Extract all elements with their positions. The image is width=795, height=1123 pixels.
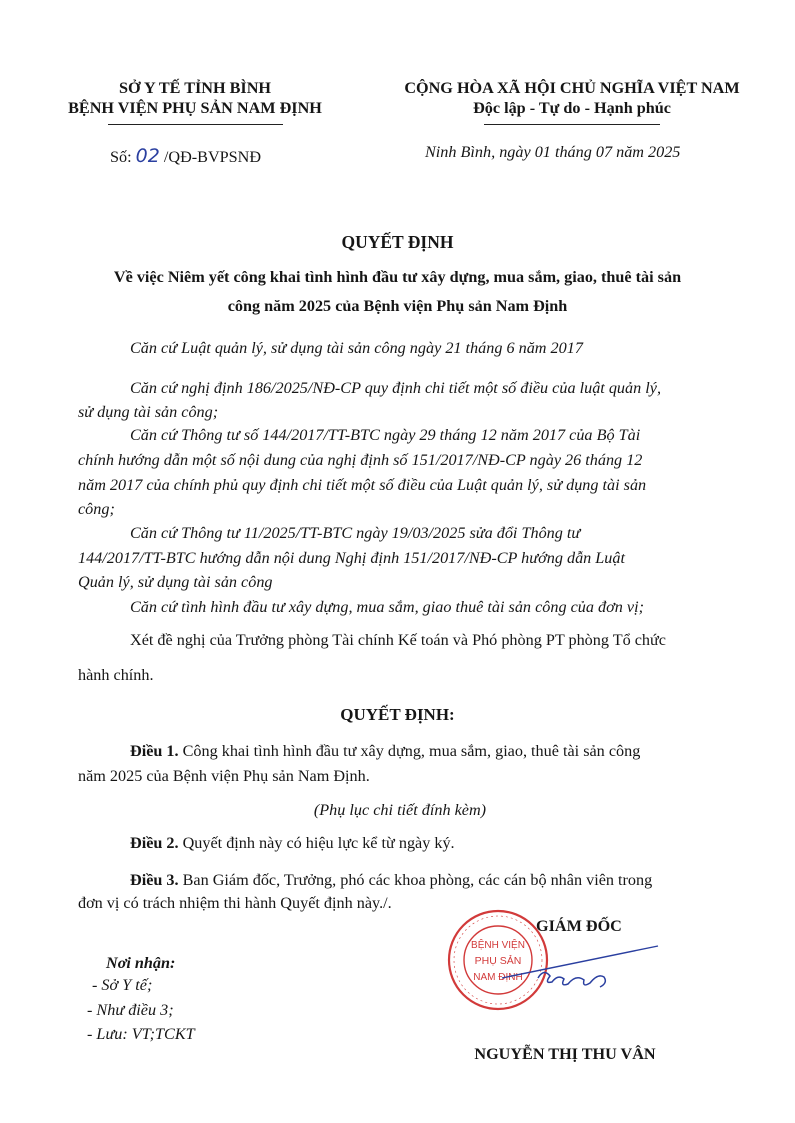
proposal-line2: hành chính. <box>78 666 154 684</box>
article-3-line2: đơn vị có trách nhiệm thi hành Quyết định này./. <box>78 894 392 912</box>
basis-line: chính hướng dẫn một số nội dung của nghị định số 151/2017/NĐ-CP ngày 26 tháng 12 <box>78 451 643 469</box>
article-1-label: Điều 1. <box>130 742 179 760</box>
number-prefix: Số: <box>110 148 136 166</box>
article-3-label: Điều 3. <box>130 871 179 889</box>
subject-line2: công năm 2025 của Bệnh viện Phụ sản Nam Định <box>227 297 568 315</box>
basis-line: sử dụng tài sản công; <box>78 403 219 421</box>
article-1-text: Công khai tình hình đầu tư xây dựng, mua sắm, giao, thuê tài sản công <box>178 742 641 760</box>
article-3 <box>130 871 652 890</box>
article-3-text: Ban Giám đốc, Trưởng, phó các khoa phòng, các cán bộ nhân viên trong <box>178 871 653 889</box>
article-1-line2: năm 2025 của Bệnh viện Phụ sản Nam Định. <box>78 767 370 785</box>
handwritten-signature-icon <box>500 938 660 998</box>
nation-line1: CỘNG HÒA XÃ HỘI CHỦ NGHĨA VIỆT NAM <box>404 79 740 97</box>
article-2-label: Điều 2. <box>130 834 179 852</box>
agency-line1: SỞ Y TẾ TỈNH BÌNH <box>118 79 272 97</box>
basis-line: 144/2017/TT-BTC hướng dẫn nội dung Nghị định 151/2017/NĐ-CP hướng dẫn Luật <box>78 549 625 567</box>
recipients-title: Nơi nhận: <box>106 954 176 972</box>
article-2-text: Quyết định này có hiệu lực kể từ ngày ký. <box>178 834 455 852</box>
nation-line2: Độc lập - Tự do - Hạnh phúc <box>473 99 671 117</box>
basis-line: năm 2017 của chính phủ quy định chi tiết một số điều của Luật quản lý, sử dụng tài sản <box>78 476 647 494</box>
signer-position: GIÁM ĐỐC <box>536 917 622 935</box>
place-date: Ninh Bình, ngày 01 tháng 07 năm 2025 <box>425 143 681 161</box>
seal-text-line3: NAM ĐỊNH <box>473 972 523 983</box>
document-number <box>110 145 261 167</box>
agency-underline <box>108 124 283 125</box>
motto-underline <box>484 124 660 125</box>
basis-line: công; <box>78 500 115 518</box>
basis-line: Căn cứ Thông tư số 144/2017/TT-BTC ngày 29 tháng 12 năm 2017 của Bộ Tài <box>130 426 641 444</box>
handwritten-number: 02 <box>135 145 160 167</box>
recipient-item: - Như điều 3; <box>87 1001 174 1019</box>
basis-line: Căn cứ nghị định 186/2025/NĐ-CP quy định chi tiết một số điều của luật quản lý, <box>130 379 661 397</box>
basis-line: Căn cứ Luật quản lý, sử dụng tài sản công ngày 21 tháng 6 năm 2017 <box>130 339 583 357</box>
recipient-item: - Lưu: VT;TCKT <box>87 1025 195 1043</box>
basis-line: Căn cứ Thông tư 11/2025/TT-BTC ngày 19/03/2025 sửa đổi Thông tư <box>130 524 581 542</box>
number-suffix: /QĐ-BVPSNĐ <box>159 148 262 166</box>
doc-title: QUYẾT ĐỊNH <box>341 232 454 252</box>
article-1-note: (Phụ lục chi tiết đính kèm) <box>313 801 487 819</box>
proposal-line1: Xét đề nghị của Trưởng phòng Tài chính Kế toán và Phó phòng PT phòng Tổ chức <box>130 631 666 649</box>
recipient-item: - Sở Y tế; <box>92 976 153 994</box>
seal-text-line2: PHỤ SẢN <box>474 955 522 967</box>
basis-line: Quản lý, sử dụng tài sản công <box>78 573 273 591</box>
seal-text-line1: BỆNH VIỆN <box>471 940 525 951</box>
signer-name: NGUYỄN THỊ THU VÂN <box>474 1045 656 1063</box>
agency-line2: BỆNH VIỆN PHỤ SẢN NAM ĐỊNH <box>68 99 322 117</box>
article-1 <box>130 742 640 761</box>
subject-line1: Về việc Niêm yết công khai tình hình đầu tư xây dựng, mua sắm, giao, thuê tài sản <box>113 268 682 286</box>
article-2 <box>130 834 455 853</box>
decides-heading: QUYẾT ĐỊNH: <box>340 705 455 724</box>
basis-line: Căn cứ tình hình đầu tư xây dựng, mua sắm, giao thuê tài sản công của đơn vị; <box>130 598 644 616</box>
